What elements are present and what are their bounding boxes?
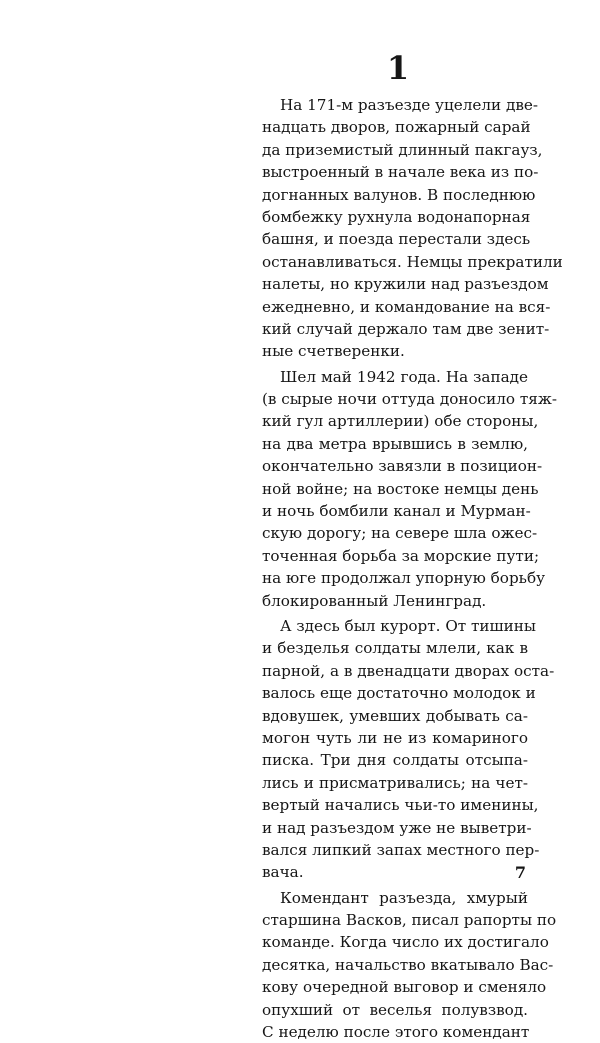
text-line: блокированный Ленинград. (262, 591, 487, 610)
text-line: На 171-м разъезде уцелели две- (280, 96, 538, 114)
text-line: кий гул артиллерии) обе стороны, (262, 412, 539, 431)
text-line: на два метра врывшись в землю, (262, 434, 528, 453)
text-line: старшина Васков, писал рапорты по (262, 911, 557, 930)
text-line: С неделю после этого комендант (262, 1023, 530, 1042)
text-line: опухший от веселья полувзвод. (262, 1000, 528, 1019)
text-line: парной, а в двенадцати дворах оста- (262, 661, 555, 680)
text-line: вертый начались чьи-то именины, (262, 796, 539, 815)
text-line: команде. Когда число их достигало (262, 933, 549, 952)
text-line: кову очередной выговор и сменяло (262, 978, 547, 997)
text-line: ные счетверенки. (262, 342, 405, 361)
text-line: вача. (262, 863, 304, 882)
paragraph (262, 94, 563, 363)
text-line: лись и присматривались; на чет- (262, 773, 528, 792)
text-line: надцать дворов, пожарный сарай (262, 118, 531, 137)
text-line: окончательно завязли в позицион- (262, 457, 543, 476)
text-line: вался липкий запах местного пер- (262, 840, 540, 859)
text-line: башня, и поезда перестали здесь (262, 230, 531, 249)
paragraph (262, 366, 557, 612)
text-line: вдовушек, умевших добывать са- (262, 706, 528, 725)
paragraph (262, 887, 557, 1043)
paragraph (262, 615, 555, 884)
text-line: бомбежку рухнула водонапорная (262, 207, 531, 226)
text-line: точенная борьба за морские пути; (262, 546, 540, 565)
text-line: догнанных валунов. В последнюю (262, 185, 536, 204)
body-text (262, 94, 563, 1043)
page-number: 7 (514, 863, 526, 882)
text-line: налеты, но кружили над разъездом (262, 275, 549, 294)
text-line: на юге продолжал упорную борьбу (262, 569, 546, 588)
text-line: ной войне; на востоке немцы день (262, 479, 539, 498)
text-line: и над разъездом уже не выветри- (262, 818, 532, 837)
text-line: могон чуть ли не из комариного (262, 728, 528, 747)
text-line: Шел май 1942 года. На западе (280, 367, 528, 386)
text-line: и ночь бомбили канал и Мурман- (262, 502, 531, 521)
text-line: (в сырые ночи оттуда доносило тяж- (262, 390, 557, 409)
text-line: валось еще достаточно молодок и (262, 684, 536, 703)
text-line: десятка, начальство вкатывало Вас- (262, 955, 554, 974)
text-line: и безделья солдаты млели, как в (262, 639, 528, 658)
text-line: А здесь был курорт. От тишины (280, 616, 536, 635)
text-line: Комендант разъезда, хмурый (280, 888, 528, 907)
text-line: да приземистый длинный пакгауз, (262, 140, 543, 159)
chapter-number: 1 (386, 49, 410, 87)
text-line: выстроенный в начале века из по- (262, 163, 539, 182)
text-line: скую дорогу; на севере шла ожес- (262, 524, 538, 543)
text-line: писка. Три дня солдаты отсыпа- (262, 751, 528, 770)
text-line: ежедневно, и командование на вся- (262, 297, 551, 316)
text-line: кий случай держало там две зенит- (262, 319, 550, 338)
text-line: останавливаться. Немцы прекратили (262, 252, 563, 271)
